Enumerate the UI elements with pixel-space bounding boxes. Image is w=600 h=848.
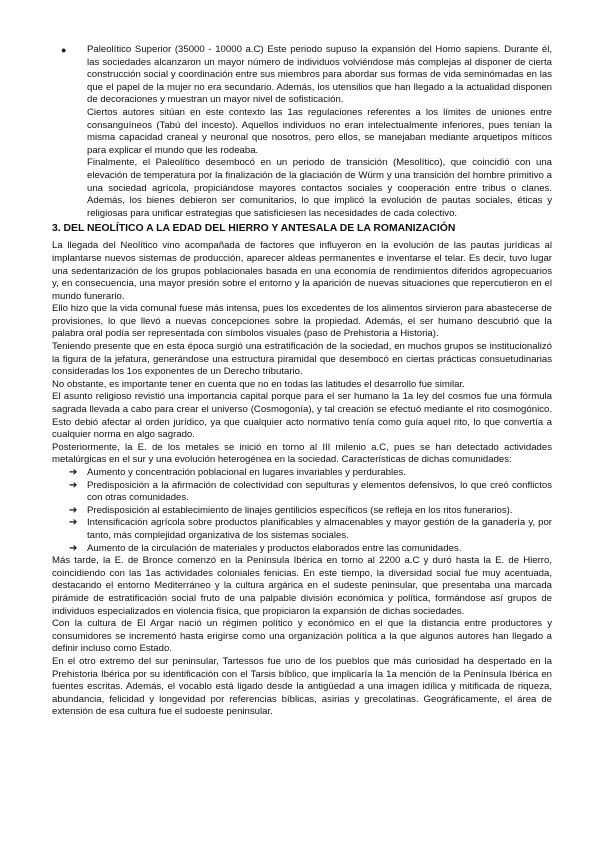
list-item bbox=[52, 543, 552, 556]
list-item-text: Predisposición al establecimiento de linajes gentilicios específicos (se refleja en los ritos funerarios). bbox=[87, 504, 513, 516]
arrow-right-icon: ➔ bbox=[69, 479, 78, 491]
list-item-text: Aumento de la circulación de materiales y productos elaborados entre las comunidades. bbox=[87, 542, 462, 554]
list-item-text: Aumento y concentración poblacional en lugares invariables y perdurables. bbox=[87, 467, 406, 478]
paragraph: Ciertos autores sitúan en este contexto las 1as regulaciones referentes a los límites de uniones entre consanguíneos (Tabú del incesto). Aquellos individuos no eran intelectualmente inferiores, pues tenían la misma capacidad craneal y neuronal que nosotros, pero ellos, se manejaban mediante arquetipos míticos para explicar el mundo que les rodeaba. bbox=[87, 106, 552, 156]
paragraph: Finalmente, el Paleolítico desembocó en un periodo de transición (Mesolítico), que coincidió con una elevación de temperatura por la finalización de la glaciación de Würm y una transición del hombre primitivo a una sociedad agrícola, propiciándose mayores contactos sociales y cooperación entre tribus o clanes. Además, los bienes debieron ser comunitarios, lo que implicó la evolución de pautas sociales, éticas y religiosas para unificar estrategias que satisficiesen las necesidades de cada colectivo. bbox=[87, 157, 552, 219]
list-item bbox=[52, 467, 552, 480]
paragraph: Teniendo presente que en esta época surgió una estratificación de la sociedad, en muchos grupos se institucionalizó la figura de la jefatura, generándose una estructura piramidal que desembocó en ciertas prácticas consuetudinarias consideradas los 1os exponentes de un Derecho tributario. bbox=[52, 341, 552, 378]
paragraph: Con la cultura de El Argar nació un régimen político y económico en el que la distancia entre productores y consumidores se incrementó hasta erigirse como una organización política a la que algunos autores han llegado a definir incluso como Estado. bbox=[52, 618, 552, 655]
document-page bbox=[52, 44, 552, 719]
paragraph: En el otro extremo del sur peninsular, Tartessos fue uno de los pueblos que más curiosidad ha despertado en la Prehistoria Ibérica por su identificación con el Tarsis bíblico, que implicaría la 1a mención de la Península Ibérica en fuentes escritas. Además, el vocablo está ligado desde la antigüedad a una imagen idílica y mitificada de riqueza, abundancia, felicidad y longevidad por referencias bíblicas, asirias y grecolatinas. Geográficamente, el área de extensión de esa cultura fue el sudoeste peninsular. bbox=[52, 655, 552, 718]
indented-block bbox=[52, 107, 552, 220]
list-item bbox=[52, 480, 552, 505]
characteristics-list bbox=[52, 467, 552, 555]
bullet-dot-icon: ● bbox=[61, 45, 67, 55]
section-heading: 3. DEL NEOLÍTICO A LA EDAD DEL HIERRO Y ANTESALA DE LA ROMANIZACIÓN bbox=[52, 223, 456, 235]
arrow-right-icon: ➔ bbox=[69, 467, 78, 478]
paragraph: Posteriormente, la E. de los metales se inició en torno al III milenio a.C, pues se han detectado actividades metalúrgicas en el sur y una evolución heterogénea en la sociedad. Características de dichas comunidades: bbox=[52, 441, 552, 466]
list-item-text: Intensificación agrícola sobre productos planificables y almacenables y mayor gestión de la ganadería y, por tanto, más complejidad organizativa de los sistemas sociales. bbox=[87, 517, 552, 541]
arrow-right-icon: ➔ bbox=[69, 542, 78, 554]
paragraph: La llegada del Neolítico vino acompañada de factores que influyeron en la evolución de las pautas jurídicas al implantarse nuevos sistemas de producción, aparecer aldeas permanentes e inventarse el telar. Es decir, tuvo lugar una sedentarización de los grupos poblacionales basada en una economía de rendimientos diferidos agropecuarios y, en consecuencia, una mayor presión sobre el entorno y la aparición de nuevas situaciones que repercutieron en el mundo funerario. bbox=[52, 240, 552, 302]
paragraph: No obstante, es importante tener en cuenta que no en todas las latitudes el desarrollo fue similar. bbox=[52, 378, 465, 390]
paragraph: Más tarde, la E. de Bronce comenzó en la Península Ibérica en torno al 2200 a.C y duró hasta la E. de Hierro, coincidiendo con las 1as actividades coloniales fenicias. En este tiempo, la diversidad social fue muy acentuada, destacando el entorno Mediterráneo y la cultura argárica en el sudeste peninsular, que presentaba una marcada pirámide de estratificación social fruto de una palpable división económica y política, formándose así grupos de individuos especializados en violencia física, que propiciaron la expansión de dichas sociedades. bbox=[52, 555, 552, 617]
bullet-item-paleolitico bbox=[52, 44, 552, 107]
list-item-text: Predisposición a la afirmación de colectividad con sepulturas y elementos defensivos, lo que creó conflictos con otras comunidades. bbox=[87, 479, 552, 504]
arrow-right-icon: ➔ bbox=[69, 504, 78, 516]
arrow-right-icon: ➔ bbox=[69, 517, 78, 529]
list-item bbox=[52, 505, 552, 518]
paragraph: El asunto religioso revistió una importancia capital porque para el ser humano la 1a ley del cosmos fue una fórmula sagrada llevada a cabo para crear el universo (Cosmogonía), y tal creación se efectuó mediante el rito cosmogónico. Esto debió afectar al orden jurídico, ya que cualquier acto normativo tenía como guía aquel rito, lo que convertía a cualquier norma en algo sagrado. bbox=[52, 391, 552, 441]
paragraph: Ello hizo que la vida comunal fuese más intensa, pues los excedentes de los alimentos sirvieron para abastecerse de provisiones, lo que llevó a nuevas concepciones sobre la propiedad. Además, el ser humano descubrió que la palabra oral podía ser representada con símbolos visuales (paso de Prehistoria a Historia). bbox=[52, 303, 552, 340]
list-item bbox=[52, 517, 552, 542]
paragraph: Paleolítico Superior (35000 - 10000 a.C) Este periodo supuso la expansión del Homo sapiens. Durante él, las sociedades alcanzaron un mayor número de individuos volviéndose más complejas al disponer de cierta construcción social y coordinación entre sus miembros para abordar sus formas de vida seminómadas en las que el papel de la mujer no era secundario. Además, los utensilios que han llegado a la actualidad disponen de decoraciones y muestran un mayor nivel de sofisticación. bbox=[87, 44, 552, 106]
